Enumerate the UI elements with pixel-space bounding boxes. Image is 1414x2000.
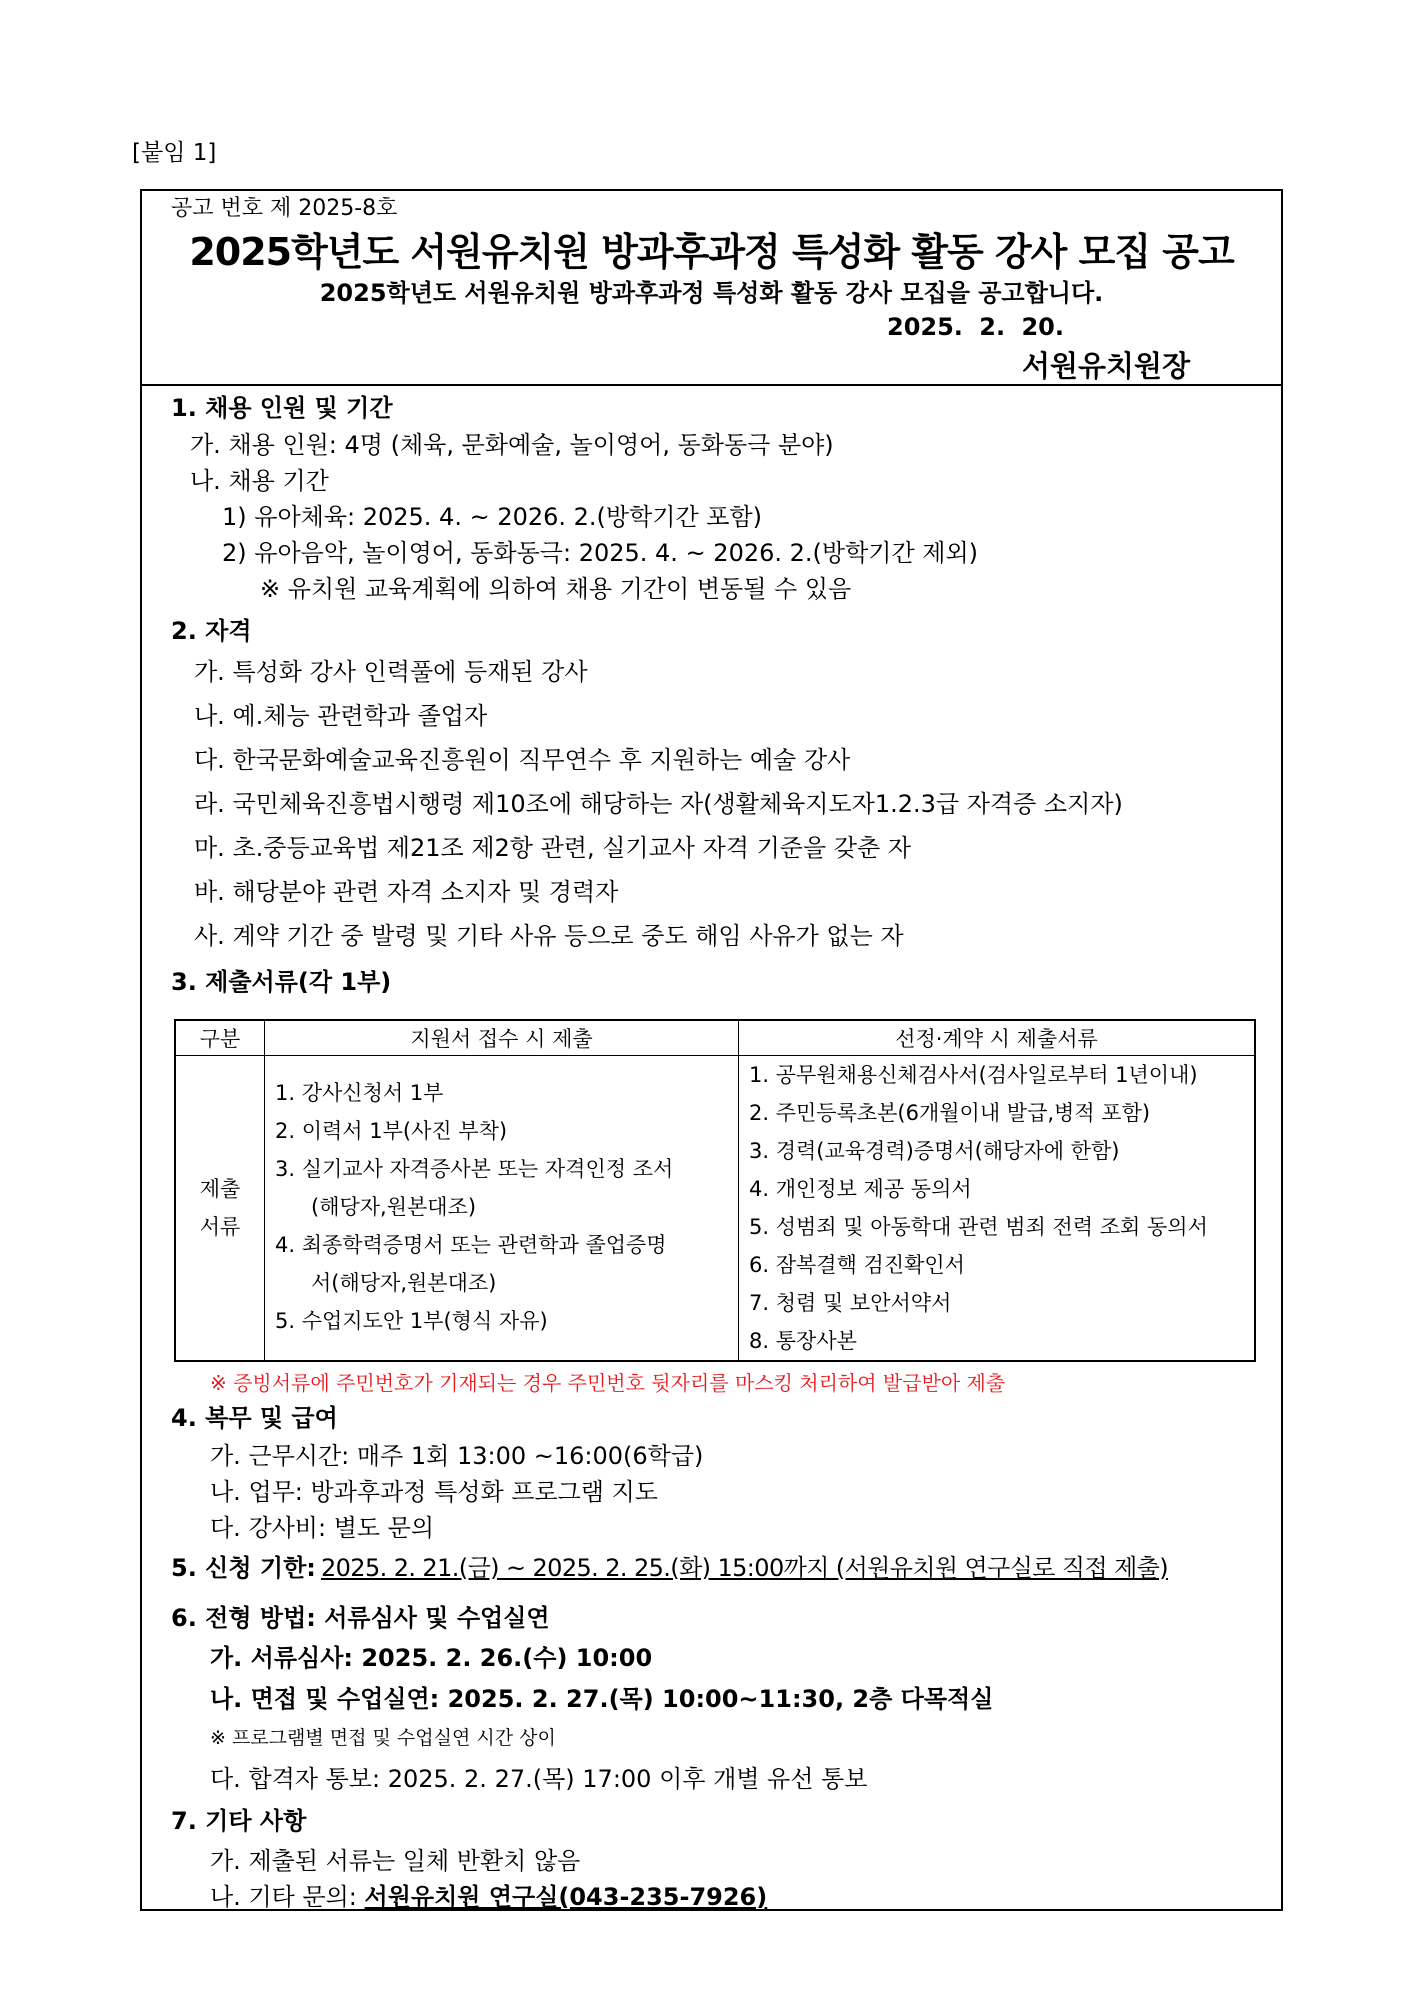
s1-item-a: 가. 채용 인원: 4명 (체육, 문화예술, 놀이영어, 동화동극 분야) (190, 431, 834, 459)
notice-frame (140, 189, 1283, 1911)
list-item: 4. 개인정보 제공 동의서 (749, 1177, 972, 1201)
s2-item: 가. 특성화 강사 인력풀에 등재된 강사 (194, 658, 588, 686)
list-item: 5. 수업지도안 1부(형식 자유) (275, 1309, 548, 1333)
table-cell-contract-docs (739, 1056, 1256, 1362)
list-item: 2. 주민등록초본(6개월이내 발급,병적 포함) (749, 1101, 1151, 1125)
list-item: (해당자,원본대조) (311, 1195, 477, 1219)
list-item: 7. 청렴 및 보안서약서 (749, 1291, 952, 1315)
s6-note: ※ 프로그램별 면접 및 수업실연 시간 상이 (210, 1727, 556, 1749)
list-item: 5. 성범죄 및 아동학대 관련 범죄 전력 조회 동의서 (749, 1215, 1208, 1239)
list-item: 2. 이력서 1부(사진 부착) (275, 1119, 508, 1143)
s7-item-b (210, 1877, 767, 1912)
s4-item-b: 나. 업무: 방과후과정 특성화 프로그램 지도 (210, 1478, 658, 1506)
section-3-heading: 3. 제출서류(각 1부) (171, 968, 392, 996)
page-title: 2025학년도 서원유치원 방과후과정 특성화 활동 강사 모집 공고 (189, 230, 1234, 274)
list-item: 8. 통장사본 (749, 1329, 857, 1353)
section-1-heading: 1. 채용 인원 및 기간 (171, 394, 393, 422)
attachment-label: [붙임 1] (132, 140, 217, 166)
category-line-1: 제출 (199, 1177, 241, 1201)
list-item: 1. 강사신청서 1부 (275, 1081, 444, 1105)
section-5 (171, 1548, 1168, 1583)
s6-item-b: 나. 면접 및 수업실연: 2025. 2. 27.(목) 10:00~11:30, 2층 다목적실 (210, 1685, 994, 1713)
s7-item-a: 가. 제출된 서류는 일체 반환치 않음 (210, 1847, 581, 1875)
section-6-heading: 6. 전형 방법: 서류심사 및 수업실연 (171, 1604, 550, 1632)
s2-item: 바. 해당분야 관련 자격 소지자 및 경력자 (194, 878, 619, 906)
s4-item-c: 다. 강사비: 별도 문의 (210, 1514, 435, 1542)
s4-item-a: 가. 근무시간: 매주 1회 13:00 ~16:00(6학급) (210, 1442, 704, 1470)
section-7-heading: 7. 기타 사항 (171, 1807, 307, 1835)
s2-item: 나. 예.체능 관련학과 졸업자 (194, 702, 488, 730)
header-divider (142, 384, 1281, 386)
list-item: 서(해당자,원본대조) (311, 1271, 497, 1295)
s1-item-b: 나. 채용 기간 (190, 467, 329, 495)
notice-date: 2025. 2. 20. (887, 313, 1064, 341)
notice-number: 공고 번호 제 2025-8호 (171, 196, 398, 221)
table-row (175, 1056, 1255, 1362)
s6-item-a: 가. 서류심사: 2025. 2. 26.(수) 10:00 (210, 1644, 653, 1672)
contact-info: 서원유치원 연구실(043-235-7926) (364, 1883, 768, 1911)
s2-item: 사. 계약 기간 중 발령 및 기타 사유 등으로 중도 해임 사유가 없는 자 (194, 922, 904, 950)
list-item: 4. 최종학력증명서 또는 관련학과 졸업증명 (275, 1233, 667, 1257)
s2-item: 라. 국민체육진흥법시행령 제10조에 해당하는 자(생활체육지도자1.2.3급 자격증 소지자) (194, 790, 1123, 818)
list-item: 3. 실기교사 자격증사본 또는 자격인정 조서 (275, 1157, 674, 1181)
page-subtitle: 2025학년도 서원유치원 방과후과정 특성화 활동 강사 모집을 공고합니다. (319, 279, 1104, 307)
list-item: 1. 공무원채용신체검사서(검사일로부터 1년이내) (749, 1063, 1198, 1087)
table-header-apply: 지원서 접수 시 제출 (265, 1020, 739, 1056)
section-4-heading: 4. 복무 및 급여 (171, 1404, 338, 1432)
application-period: 2025. 2. 21.(금) ~ 2025. 2. 25.(화) 15:00까지 (서원유치원 연구실로 직접 제출) (320, 1554, 1169, 1582)
masking-note: ※ 증빙서류에 주민번호가 기재되는 경우 주민번호 뒷자리를 마스킹 처리하여 발급받아 제출 (210, 1371, 1006, 1395)
list-item: 6. 잠복결핵 검진확인서 (749, 1253, 965, 1277)
table-header-category: 구분 (175, 1020, 265, 1056)
section-2-heading: 2. 자격 (171, 617, 252, 645)
table-cell-category (175, 1056, 265, 1362)
s7-item-b-label: 나. 기타 문의: (210, 1883, 357, 1911)
s1-note: ※ 유치원 교육계획에 의하여 채용 기간이 변동될 수 있음 (260, 575, 852, 603)
issuer-signature: 서원유치원장 (1022, 349, 1191, 383)
table-header-row (175, 1020, 1255, 1056)
s2-item: 다. 한국문화예술교육진흥원이 직무연수 후 지원하는 예술 강사 (194, 746, 851, 774)
section-5-heading: 5. 신청 기한: (171, 1554, 316, 1582)
table-cell-apply-docs (265, 1056, 739, 1362)
table-header-contract: 선정·계약 시 제출서류 (739, 1020, 1256, 1056)
s2-item: 마. 초.중등교육법 제21조 제2항 관련, 실기교사 자격 기준을 갖춘 자 (194, 834, 911, 862)
s1-item-b2: 2) 유아음악, 놀이영어, 동화동극: 2025. 4. ~ 2026. 2.(방학기간 제외) (222, 539, 978, 567)
documents-table (174, 1019, 1256, 1362)
s6-item-c: 다. 합격자 통보: 2025. 2. 27.(목) 17:00 이후 개별 유선 통보 (210, 1765, 868, 1793)
list-item: 3. 경력(교육경력)증명서(해당자에 한함) (749, 1139, 1120, 1163)
s1-item-b1: 1) 유아체육: 2025. 4. ~ 2026. 2.(방학기간 포함) (222, 503, 763, 531)
category-line-2: 서류 (199, 1215, 241, 1239)
